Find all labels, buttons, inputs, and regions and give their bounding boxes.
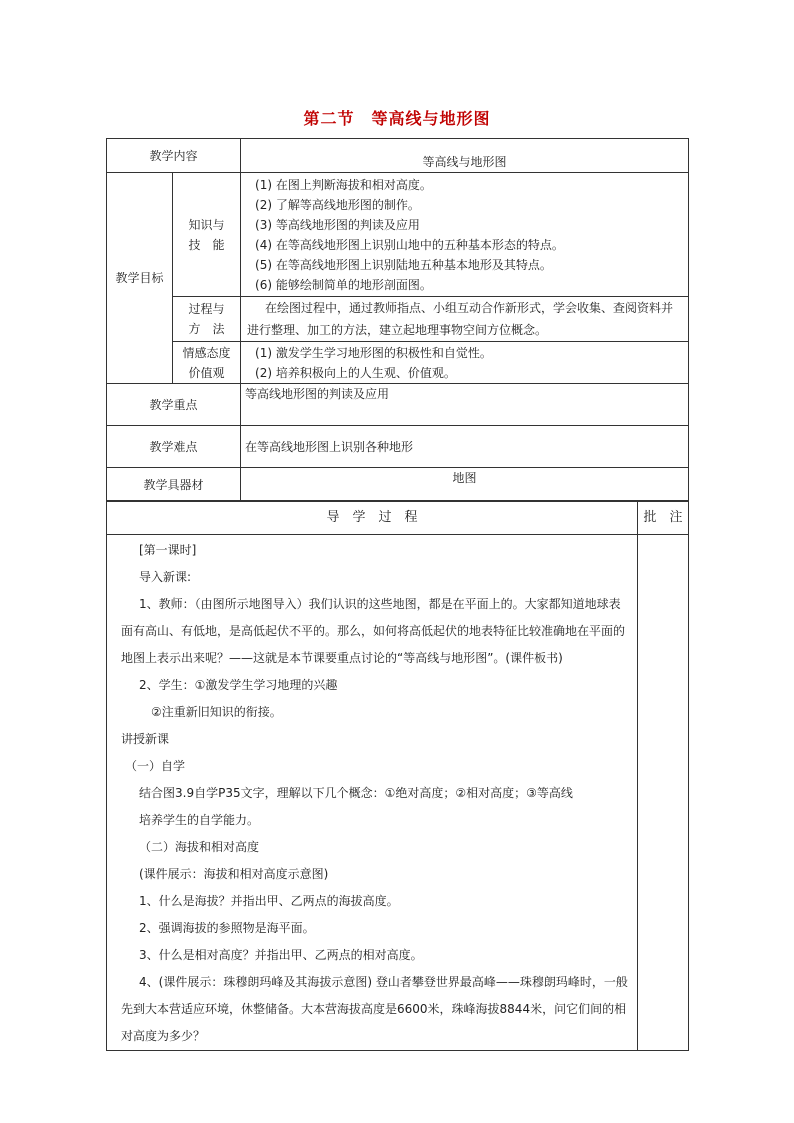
content-row <box>107 139 689 173</box>
page-title: 第二节 等高线与地形图 <box>303 109 491 128</box>
notes-header: 批 注 <box>638 501 689 535</box>
student-line-2: ②注重新旧知识的衔接。 <box>151 705 282 719</box>
knowledge-label-line2: 技 能 <box>188 237 225 252</box>
self-study-text: 结合图3.9自学P35文字，理解以下几个概念：①绝对高度；②相对高度；③等高线 <box>139 786 573 800</box>
knowledge-item: (4) 在等高线地形图上识别山地中的五种基本形态的特点。 <box>255 237 564 252</box>
key-value: 等高线地形图的判读及应用 <box>241 384 689 426</box>
question-4: 4、(课件展示：珠穆朗玛峰及其海拔示意图) 登山者攀登世界最高峰——珠穆朗玛峰时，一般先到大本营适应环境，休整储备。大本营海拔高度是6600米，珠峰海拔8844米，问它们间的相对高度为多少？ <box>121 975 628 1043</box>
knowledge-item: (2) 了解等高线地形图的制作。 <box>255 197 420 212</box>
key-label: 教学重点 <box>107 384 241 426</box>
process-row <box>107 297 689 342</box>
lesson-period: [第一课时] <box>139 543 197 557</box>
goals-label: 教学目标 <box>107 173 173 384</box>
knowledge-item: (1) 在图上判断海拔和相对高度。 <box>255 177 432 192</box>
emotion-row <box>107 342 689 384</box>
process-label <box>173 297 241 342</box>
knowledge-item: (3) 等高线地形图的判读及应用 <box>255 217 420 232</box>
emotion-item: (2) 培养积极向上的人生观、价值观。 <box>255 365 456 380</box>
knowledge-row <box>107 173 689 297</box>
emotion-item: (1) 激发学生学习地形图的积极性和自觉性。 <box>255 345 492 360</box>
tools-row <box>107 468 689 502</box>
notes-cell <box>638 535 689 1051</box>
knowledge-label-line1: 知识与 <box>188 217 225 232</box>
guided-process-table <box>106 500 689 1051</box>
difficulty-row <box>107 426 689 468</box>
difficulty-value: 在等高线地形图上识别各种地形 <box>241 426 689 468</box>
knowledge-item: (6) 能够绘制简单的地形剖面图。 <box>255 277 432 292</box>
process-header-row <box>107 501 689 535</box>
tools-value: 地图 <box>241 468 689 502</box>
self-study-ability: 培养学生的自学能力。 <box>139 813 260 827</box>
lesson-info-table <box>106 138 689 502</box>
emotion-label-line1: 情感态度 <box>182 345 231 360</box>
student-line: 2、学生：①激发学生学习地理的兴趣 <box>139 678 338 692</box>
process-header: 导 学 过 程 <box>107 501 638 535</box>
content-label: 教学内容 <box>107 139 241 173</box>
process-body-row <box>107 535 689 1051</box>
difficulty-label: 教学难点 <box>107 426 241 468</box>
process-body <box>107 535 638 1051</box>
key-row <box>107 384 689 426</box>
tools-label: 教学具器材 <box>107 468 241 502</box>
question-3: 3、什么是相对高度？并指出甲、乙两点的相对高度。 <box>139 948 423 962</box>
process-text: 在绘图过程中，通过教师指点、小组互动合作新形式，学会收集、查阅资料并进行整理、加工的方法，建立起地理事物空间方位概念。 <box>241 297 689 342</box>
question-2: 2、强调海拔的参照物是海平面。 <box>139 921 315 935</box>
self-study-heading: （一）自学 <box>125 759 186 773</box>
emotion-items <box>241 342 689 384</box>
question-1: 1、什么是海拔？并指出甲、乙两点的海拔高度。 <box>139 894 399 908</box>
new-lesson-heading: 讲授新课 <box>121 732 170 746</box>
emotion-label-line2: 价值观 <box>188 365 225 380</box>
altitude-courseware: (课件展示：海拔和相对高度示意图) <box>139 867 329 881</box>
content-value: 等高线与地形图 <box>241 139 689 173</box>
intro-heading: 导入新课: <box>139 570 192 584</box>
altitude-heading: （二）海拔和相对高度 <box>139 840 260 854</box>
process-label-line2: 方 法 <box>188 322 225 336</box>
knowledge-item: (5) 在等高线地形图上识别陆地五种基本地形及其特点。 <box>255 257 552 272</box>
knowledge-items <box>241 173 689 297</box>
process-label-line1: 过程与 <box>188 302 225 316</box>
emotion-label <box>173 342 241 384</box>
teacher-paragraph: 1、教师：（由图所示地图导入）我们认识的这些地图，都是在平面上的。大家都知道地球表面有高山、有低地，是高低起伏不平的。那么，如何将高低起伏的地表特征比较准确地在平面的地图上表示出来呢？——这就是本节课要重点讨论的“等高线与地形图”。(课件板书) <box>121 597 626 665</box>
knowledge-label <box>173 173 241 297</box>
